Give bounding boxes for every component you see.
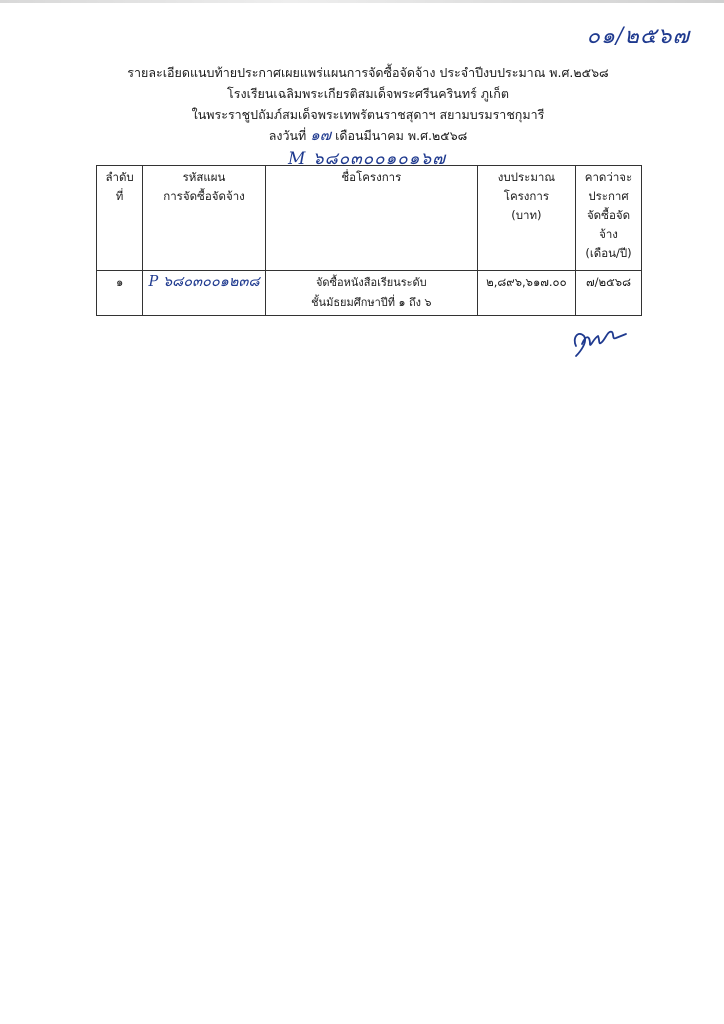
cell-budget: ๒,๘๙๖,๖๑๗.๐๐	[477, 271, 575, 316]
header-project-name: ชื่อโครงการ	[265, 166, 477, 271]
header-plan-code: รหัสแผน การจัดซื้อจัดจ้าง	[143, 166, 266, 271]
cell-plan-code	[143, 271, 266, 316]
date-suffix: เดือนมีนาคม พ.ศ.๒๕๖๘	[335, 128, 468, 143]
cell-expected-month: ๗/๒๕๖๘	[576, 271, 642, 316]
header-budget: งบประมาณ โครงการ (บาท)	[477, 166, 575, 271]
document-header	[96, 62, 640, 146]
date-prefix: ลงวันที่	[268, 128, 307, 143]
table-row	[97, 271, 642, 316]
handwritten-document-number: ๐๑/๒๕๖๗	[586, 24, 690, 49]
header-school-name: โรงเรียนเฉลิมพระเกียรติสมเด็จพระศรีนครินทร์ ภูเก็ต	[227, 86, 509, 101]
table-header-row	[97, 166, 642, 271]
header-expected-month: คาดว่าจะ ประกาศ จัดซื้อจัด จ้าง (เดือน/ปี)	[576, 166, 642, 271]
procurement-plan-table	[96, 165, 642, 316]
signature	[568, 316, 628, 364]
header-no: ลำดับ ที่	[97, 166, 143, 271]
cell-no: ๑	[97, 271, 143, 316]
cell-project-name: จัดซื้อหนังสือเรียนระดับ ชั้นมัธยมศึกษาปีที่ ๑ ถึง ๖	[265, 271, 477, 316]
scan-edge	[0, 0, 724, 3]
header-date	[96, 125, 640, 146]
handwritten-reference-code: M ๖๘๐๓๐๐๑๐๑๖๗	[288, 149, 446, 169]
header-patronage: ในพระราชูปถัมภ์สมเด็จพระเทพรัตนราชสุดาฯ สยามบรมราชกุมารี	[191, 107, 545, 122]
signature-scribble-icon	[568, 316, 628, 360]
date-day-handwritten: ๑๗	[310, 126, 332, 144]
handwritten-plan-code: P ๖๘๐๓๐๐๑๒๓๘	[148, 274, 260, 290]
header-title: รายละเอียดแนบท้ายประกาศเผยแพร่แผนการจัดซื้อจัดจ้าง ประจำปีงบประมาณ พ.ศ.๒๕๖๘	[127, 65, 609, 80]
